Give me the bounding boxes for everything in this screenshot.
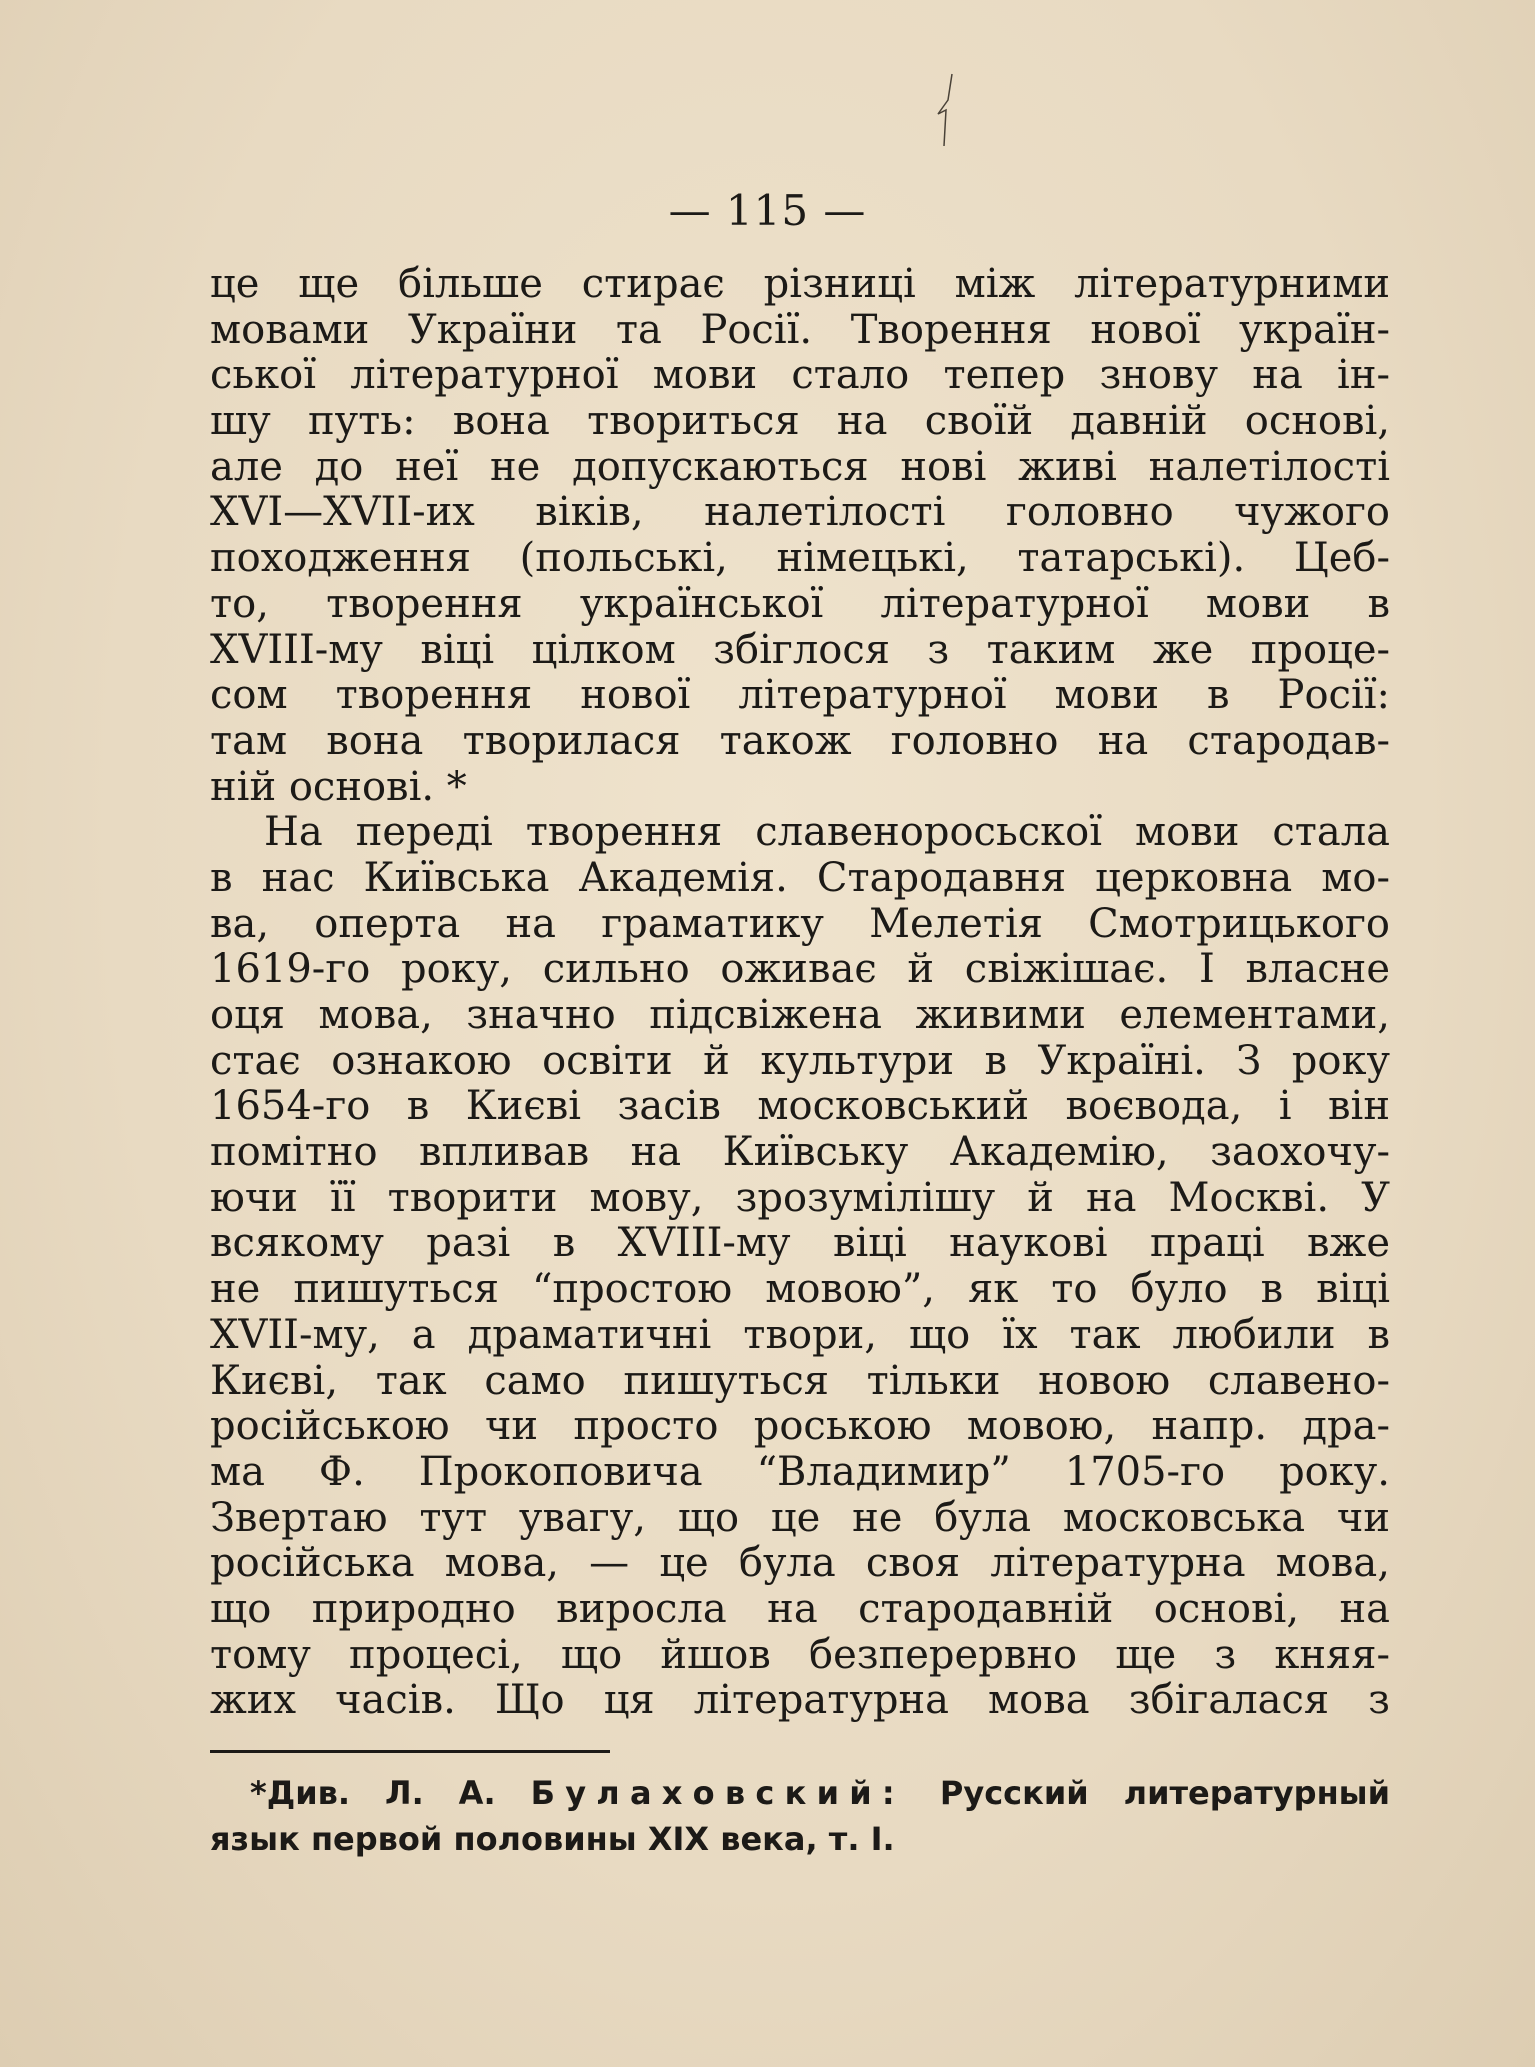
text-line: XVII-му, а драматичні твори, що їх так любили в (210, 1311, 1390, 1358)
paragraph-end-line: ній основі. * (210, 763, 467, 810)
text-line: мовами України та Росії. Творення нової україн- (210, 306, 1390, 353)
text-line: помітно впливав на Київську Академію, заохочу- (210, 1129, 1390, 1176)
text-line: в нас Київська Академія. Стародавня церковна мо- (210, 854, 1390, 901)
footnote-line-2: язык первой половины XIX века, т. I. (210, 1820, 895, 1858)
text-line: всякому разі в XVIII-му віці наукові праці вже (210, 1220, 1390, 1267)
text-line: стає ознакою освіти й культури в Україні. З року (210, 1037, 1390, 1084)
text-line: ської літературної мови стало тепер знову на ін- (210, 352, 1390, 399)
text-line: то, творення української літературної мови в (210, 580, 1390, 627)
text-line: 1619-го року, сильно оживає й свіжішає. І власне (210, 946, 1390, 993)
text-line: Києві, так само пишуться тільки новою славено- (210, 1357, 1390, 1404)
text-line: XVI—XVII-их віків, налетілості головно чужого (210, 489, 1390, 536)
text-line: ма Ф. Прокоповича “Владимир” 1705-го року. (210, 1448, 1390, 1495)
page-number: — 115 — (668, 186, 867, 235)
text-line: там вона творилася також головно на стародав- (210, 717, 1390, 764)
text-line: сом творення нової літературної мови в Росії: (210, 672, 1390, 719)
text-line: не пишуться “простою мовою”, як то було в віці (210, 1266, 1390, 1313)
pencil-mark (930, 70, 970, 150)
text-line: але до неї не допускаються нові живі налетілості (210, 443, 1390, 490)
footnote-prefix: Див. Л. А. (266, 1774, 496, 1812)
footnote-author: Булаховский: (530, 1774, 905, 1812)
body-text (210, 262, 1390, 1724)
text-line: тому процесі, що йшов безперервно ще з княя- (210, 1631, 1390, 1678)
text-line: XVIII-му віці цілком збіглося з таким же проце- (210, 626, 1390, 673)
text-line: це ще більше стирає різниці між літературними (210, 261, 1390, 307)
text-line: шу путь: вона твориться на своїй давній основі, (210, 398, 1390, 445)
footnote-rule (210, 1750, 610, 1753)
footnote-title-start: Русский литературный (939, 1774, 1391, 1812)
text-line: жих часів. Що ця літературна мова збігалася з (210, 1677, 1390, 1724)
footnote (210, 1770, 1390, 1862)
footnote-line (210, 1770, 1390, 1816)
text-line: Звертаю тут увагу, що це не була московська чи (210, 1494, 1390, 1541)
text-line: оця мова, значно підсвіжена живими елементами, (210, 992, 1390, 1038)
text-line: походження (польські, німецькі, татарські). Цеб- (210, 535, 1390, 582)
text-line: ва, оперта на граматику Мелетія Смотрицького (210, 900, 1390, 947)
text-line: російська мова, — це була своя літературна мова, (210, 1540, 1390, 1587)
footnote-marker: * (250, 1774, 267, 1812)
text-line: російською чи просто роською мовою, напр. дра- (210, 1403, 1390, 1450)
paragraph-start-line: На переді творення славеноросьскої мови стала (264, 809, 1390, 856)
text-line: що природно виросла на стародавній основі, на (210, 1585, 1390, 1632)
text-line: ючи її творити мову, зрозумілішу й на Москві. У (210, 1174, 1390, 1221)
text-line: 1654-го в Києві засів московський воєвода, і він (210, 1083, 1390, 1130)
